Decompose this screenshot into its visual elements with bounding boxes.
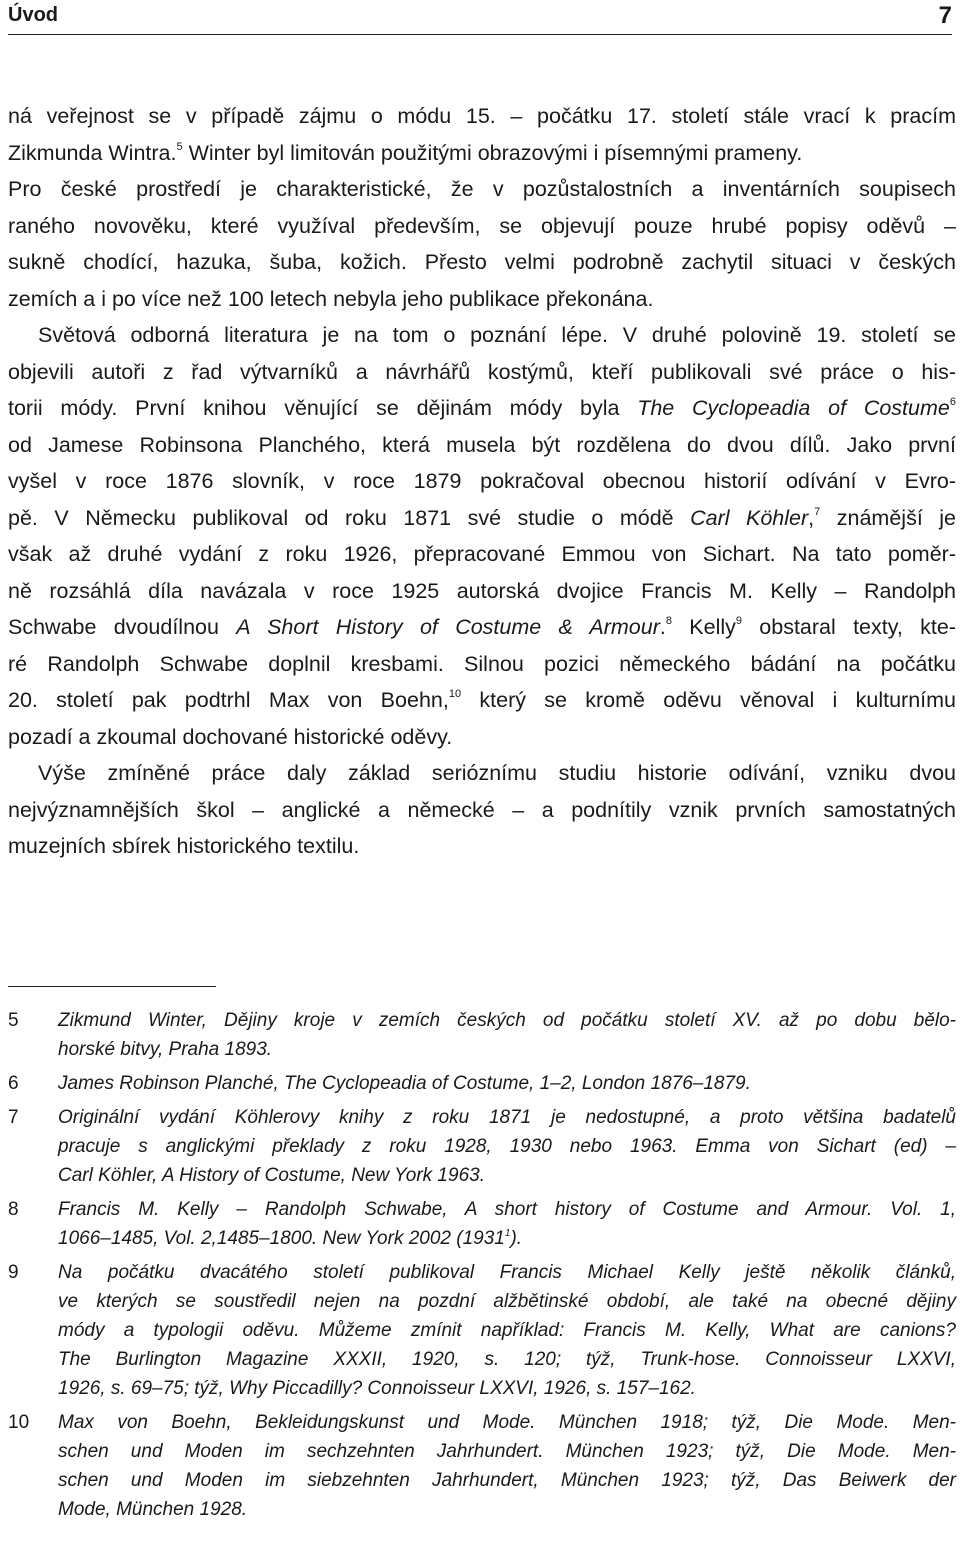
footnote-separator (8, 986, 216, 987)
footnote-line: Zikmund Winter, Dějiny kroje v zemích českých od počátku století XV. až po dobu bělo- (58, 1010, 956, 1031)
text-line: torii módy. První knihou věnující se dějinám módy byla The Cyclopeadia of Costume$^6$ (8, 396, 956, 420)
running-header (8, 0, 952, 36)
text-line: Výše zmíněné práce daly základ serióznímu studiu historie odívání, vzniku dvou (38, 761, 956, 785)
footnote-line: módy a typologii oděvu. Můžeme zmínit například: Francis M. Kelly, What are canions? (58, 1320, 956, 1341)
text-line: ré Randolph Schwabe doplnil kresbami. Silnou pozici německého bádání na počátku (8, 651, 956, 676)
footnote (8, 1069, 956, 1098)
text-line: však až druhé vydání z roku 1926, přepracované Emmou von Sichart. Na tato poměr- (8, 542, 956, 566)
footnote (8, 1103, 956, 1190)
footnote (8, 1258, 956, 1403)
text-line: sukně chodící, hazuka, šuba, kožich. Přesto velmi podrobně zachytil situaci v českých (8, 250, 956, 274)
book-title: A Short History of Costume & Armour (236, 615, 660, 639)
text-line: objevili autoři z řad výtvarníků a návrhářů kostýmů, kteří publikovali své práce o his- (8, 359, 956, 384)
text-line: Světová odborná literatura je na tom o poznání lépe. V druhé polovině 19. století se (38, 323, 956, 347)
footnote-ref[interactable]: 6 (949, 396, 956, 408)
text-line: Schwabe dvoudílnou A Short History of Costume & Armour.$^8$ Kelly$^9$ obstaral texty, kte- (8, 615, 957, 639)
footnote-number: 5 (8, 1010, 19, 1031)
footnote (8, 1006, 956, 1064)
text-line: nejvýznamnějších škol – anglické a německé – a podnítily vznik prvních samostatných (8, 797, 956, 822)
text-line: muzejních sbírek historického textilu. (8, 834, 360, 858)
text-line: 20. století pak podtrhl Max von Boehn,$^{10}$ který se kromě oděvu věnoval i kulturnímu (8, 688, 957, 712)
footnote-number: 10 (8, 1412, 30, 1433)
footnote-line: Originální vydání Köhlerovy knihy z roku 1871 je nedostupné, a proto většina badatelů (58, 1107, 956, 1128)
footnote-ref[interactable]: 10 (448, 688, 462, 700)
footnote-ref[interactable]: 5 (176, 140, 183, 153)
footnote-ref[interactable]: 9 (735, 615, 742, 627)
text-line: vyšel v roce 1876 slovník, v roce 1879 pokračoval obecnou historií odívání v Evro- (8, 469, 956, 493)
text-line: Zikmunda Wintra.$^5$ Winter byl limitován použitými obrazovými i písemnými prameny. (8, 140, 803, 165)
body-text (8, 98, 956, 865)
footnote-ref[interactable]: 7 (814, 505, 821, 518)
text-line: raného novověku, které využíval především, se objevují pouze hrubé popisy oděvů – (8, 213, 956, 238)
text-line: zemích a i po více než 100 letech nebyla jeho publikace překonána. (8, 286, 654, 311)
footnote-number: 7 (8, 1107, 19, 1128)
footnote-line: pracuje s anglickými překlady z roku 1928, 1930 nebo 1963. Emma von Sichart (ed) – (58, 1136, 956, 1157)
footnote (8, 1408, 956, 1524)
chapter-title: Úvod (8, 4, 58, 26)
footnote-number: 8 (8, 1199, 19, 1220)
text-line: ně rozsáhlá díla navázala v roce 1925 autorská dvojice Francis M. Kelly – Randolph (8, 578, 956, 603)
footnote-line: Max von Boehn, Bekleidungskunst und Mode. München 1918; týž, Die Mode. Men- (58, 1412, 956, 1433)
edition-superscript: 1 (504, 1228, 511, 1239)
footnote (8, 1195, 956, 1253)
footnote-line: ve kterých se soustředil nejen na pozdní alžbětinské období, ale také na obecné dějiny (58, 1291, 956, 1312)
text-line: pě. V Německu publikoval od roku 1871 své studie o módě Carl Köhler,$^7$ známější je (8, 505, 957, 530)
footnotes (8, 1006, 956, 1529)
footnote-line: Na počátku dvacátého století publikoval Francis Michael Kelly ještě několik článků, (58, 1262, 956, 1283)
text-line: ná veřejnost se v případě zájmu o módu 15. – počátku 17. století stále vrací k pracím (8, 104, 956, 128)
footnote-line: James Robinson Planché, The Cyclopeadia of Costume, 1–2, London 1876–1879. (58, 1073, 751, 1094)
footnote-line: Francis M. Kelly – Randolph Schwabe, A short history of Costume and Armour. Vol. 1, (58, 1199, 956, 1220)
footnote-ref[interactable]: 8 (665, 615, 672, 627)
text-line: pozadí a zkoumal dochované historické oděvy. (8, 724, 453, 749)
text-line: Pro české prostředí je charakteristické, že v pozůstalostních a inventárních soupisech (8, 177, 956, 201)
footnote-line: 1926, s. 69–75; týž, Why Piccadilly? Connoisseur LXXVI, 1926, s. 157–162. (58, 1378, 696, 1399)
footnote-line: Mode, München 1928. (58, 1499, 248, 1520)
text-line: od Jamese Robinsona Planchého, která musela být rozdělena do dvou dílů. Jako první (8, 432, 956, 457)
footnote-line: schen und Moden im siebzehnten Jahrhundert, München 1923; týž, Das Beiwerk der (58, 1470, 956, 1491)
footnote-line: The Burlington Magazine XXXII, 1920, s. 120; týž, Trunk-hose. Connoisseur LXXVI, (58, 1349, 956, 1370)
author-name: Carl Köhler (690, 505, 809, 530)
page-number: 7 (938, 2, 952, 29)
footnote-line: 1066–1485, Vol. 2,1485–1800. New York 2002 (1931$^1$). (58, 1228, 523, 1249)
book-title: The Cyclopeadia of Costume (637, 396, 950, 420)
footnote-line: horské bitvy, Praha 1893. (58, 1039, 273, 1060)
footnote-line: Carl Köhler, A History of Costume, New York 1963. (58, 1165, 485, 1186)
footnote-number: 9 (8, 1262, 19, 1283)
footnote-line: schen und Moden im sechzehnten Jahrhundert. München 1923; týž, Die Mode. Men- (58, 1441, 956, 1462)
header-rule (8, 34, 952, 35)
footnote-number: 6 (8, 1073, 19, 1094)
